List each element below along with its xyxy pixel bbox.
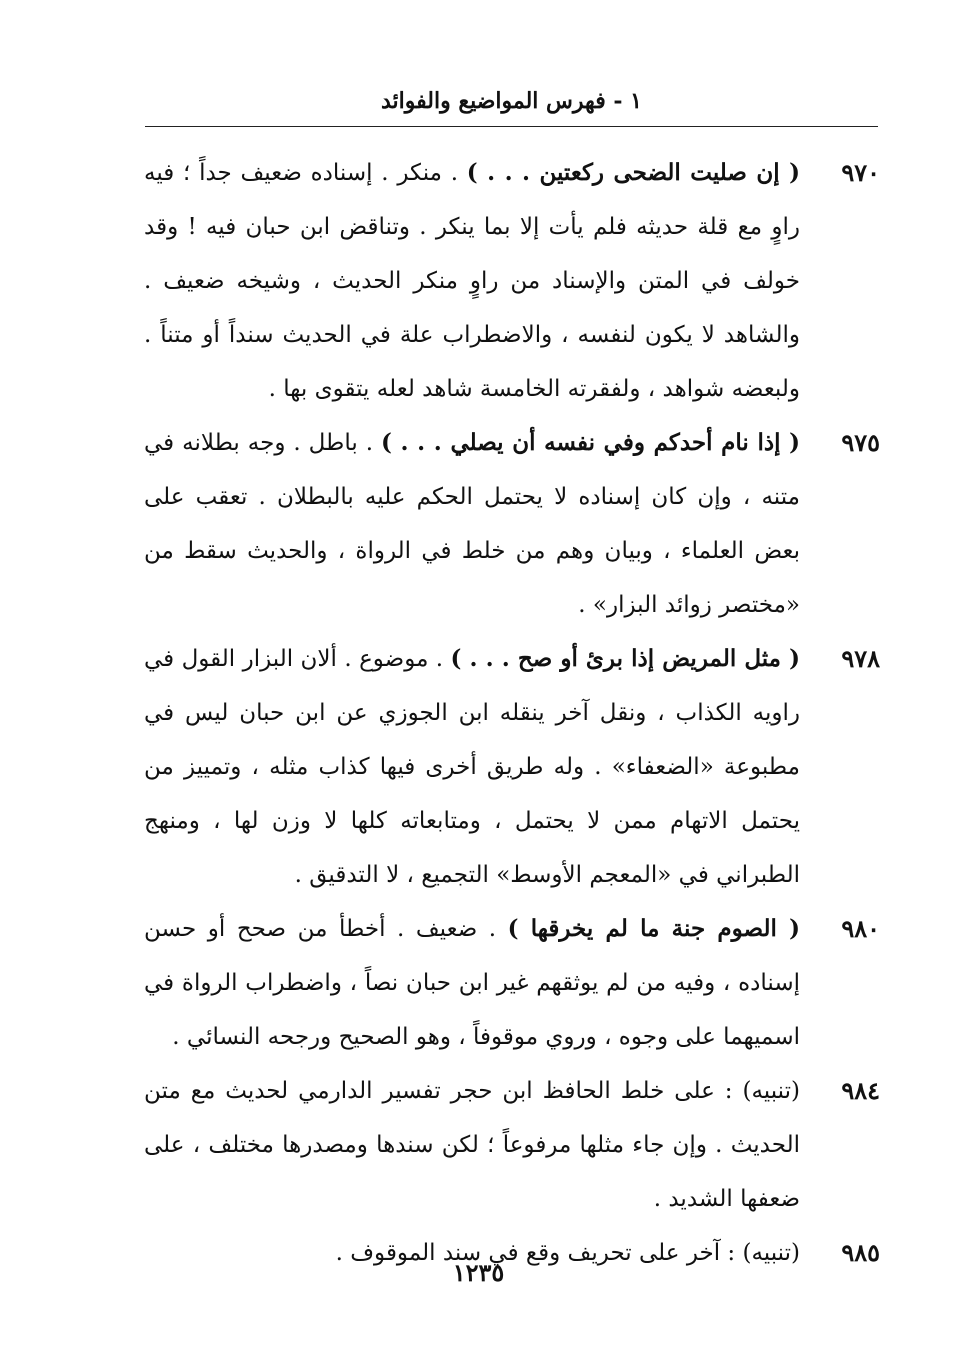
entry-body: . موضوع . ألان البزار القول في راويه الكذاب ، ونقل آخر ينقله ابن الجوزي عن ابن حبان ليس في مطبوعة «الضعفاء» . وله طريق أخرى فيها كذاب مثله ، وتمييز من يحتمل الاتهام ممن لا يحتمل ، ومتابعاته كلها لا وزن لها ، ومنهج الطبراني في «المعجم الأوسط» التجميع ، لا التدقيق . <box>144 646 800 888</box>
entry-text <box>140 146 800 416</box>
entry-number: ٩٨٥ <box>841 1238 880 1267</box>
entry-970 <box>140 146 880 416</box>
entry-body: . ضعيف . أخطأ من صحح أو حسن إسناده ، وفيه من لم يوثقهم غير ابن حبان نصاً ، واضطراب الرواة في اسميهما على وجوه ، وروي موقوفاً ، وهو الصحيح ورجحه النسائي . <box>144 916 800 1050</box>
page-number: ١٢٣٥ <box>452 1258 505 1287</box>
entry-body: . باطل . وجه بطلانه في متنه ، وإن كان إسناده لا يحتمل الحكم عليه بالبطلان . تعقب على بعض العلماء ، وبيان وهم من خلط في الرواة ، والحديث سقط من «مختصر زوائد البزار» . <box>144 430 800 618</box>
entry-984 <box>140 1064 880 1226</box>
entry-text <box>140 902 800 1064</box>
entry-body: (تنبيه) : على خلط الحافظ ابن حجر تفسير الدارمي لحديث مع متن الحديث . وإن جاء مثلها مرفوعاً ؛ لكن سندها ومصدرها مختلف ، على ضعفها الشديد . <box>144 1078 800 1212</box>
entry-number: ٩٧٥ <box>841 428 880 457</box>
entry-980 <box>140 902 880 1064</box>
entry-body: . منكر . إسناده ضعيف جداً ؛ فيه راوٍ مع قلة حديثه فلم يأت إلا بما ينكر . وتناقض ابن حبان فيه ! وقد خولف في المتن والإسناد من راوٍ منكر الحديث ، وشيخه ضعيف . والشاهد لا يكون لنفسه ، والاضطراب علة في الحديث سنداً أو متناً . ولبعضه شواهد ، ولفقرته الخامسة شاهد لعله يتقوى بها . <box>144 160 800 402</box>
entry-number: ٩٨٤ <box>841 1076 880 1105</box>
hadith-quote: ( مثل المريض إذا برئ أو صح . . . ) <box>450 645 800 672</box>
entry-975 <box>140 416 880 632</box>
entry-text <box>140 416 800 632</box>
hadith-quote: ( إن صليت الضحى ركعتين . . . ) <box>466 159 800 186</box>
header-divider <box>145 126 878 127</box>
entry-number: ٩٧٠ <box>841 158 880 187</box>
hadith-quote: ( إذا نام أحدكم وفي نفسه أن يصلي . . . ) <box>380 429 801 456</box>
entry-978 <box>140 632 880 902</box>
entry-text <box>140 632 800 902</box>
entry-text <box>140 1064 800 1226</box>
entry-body: (تنبيه) : آخر على تحريف وقع في سند الموقوف . <box>335 1240 800 1266</box>
entry-number: ٩٨٠ <box>841 914 880 943</box>
entry-number: ٩٧٨ <box>841 644 880 673</box>
hadith-quote: ( الصوم جنة ما لم يخرقها ) <box>507 915 800 942</box>
entries-list <box>140 146 880 1280</box>
page-header-title: ١ - فهرس المواضيع والفوائد <box>380 88 642 114</box>
